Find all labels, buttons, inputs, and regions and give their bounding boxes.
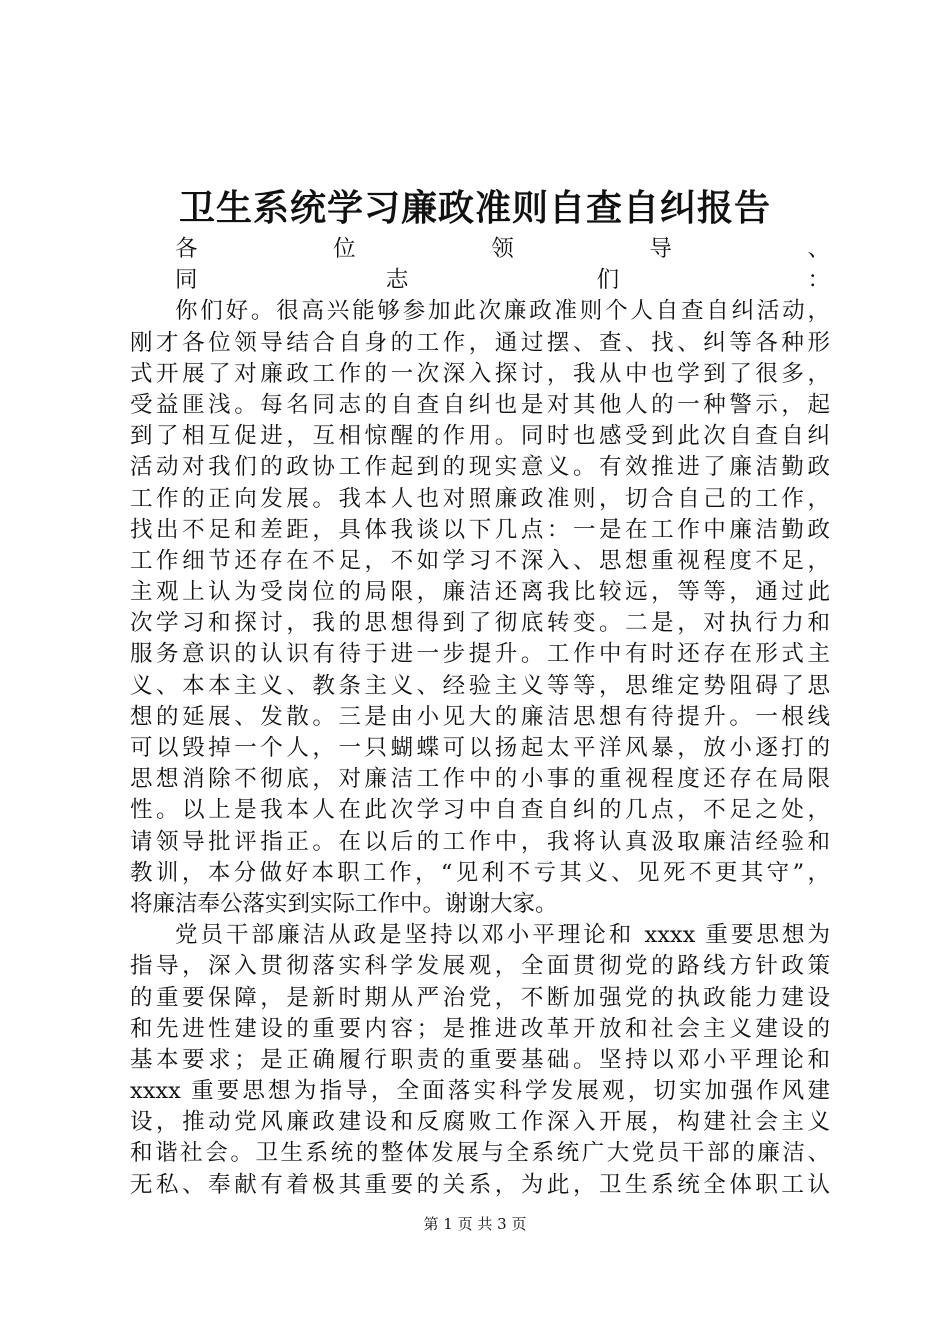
page-footer: 第 1 页 共 3 页 [423,1215,527,1233]
paragraph-line: 无私、奉献有着极其重要的关系，为此，卫生系统全体职工认 [130,1171,830,1198]
paragraph-line: 到了相互促进，互相惊醒的作用。同时也感受到此次自查自纠 [130,423,830,450]
paragraph-line: 你们好。很高兴能够参加此次廉政准则个人自查自纠活动， [175,298,830,325]
paragraph-line: 思想消除不彻底，对廉洁工作中的小事的重视程度还存在局限 [130,766,830,793]
paragraph-line: 党员干部廉洁从政是坚持以邓小平理论和 xxxx 重要思想为 [175,922,830,949]
paragraph-line: 工作细节还存在不足，不如学习不深入、思想重视程度不足， [130,547,830,574]
paragraph-line: 活动对我们的政协工作起到的现实意义。有效推进了廉洁勤政 [130,454,830,481]
document-title: 卫生系统学习廉政准则自查自纠报告 [178,187,771,229]
paragraph-line: 将廉洁奉公落实到实际工作中。谢谢大家。 [130,890,558,917]
paragraph-line: 找出不足和差距，具体我谈以下几点：一是在工作中廉洁勤政 [130,516,830,543]
paragraph-line: 教训，本分做好本职工作，“见利不亏其义、见死不更其守”， [130,859,830,886]
paragraph-line: 受益匪浅。每名同志的自查自纠也是对其他人的一种警示，起 [130,391,830,418]
paragraph-line: 各位领导、 [175,236,830,262]
paragraph-line: 式开展了对廉政工作的一次深入探讨，我从中也学到了很多， [130,360,830,387]
paragraph-line: 次学习和探讨，我的思想得到了彻底转变。二是，对执行力和 [130,610,830,637]
paragraph-line: 工作的正向发展。我本人也对照廉政准则，切合自己的工作， [130,485,830,512]
paragraph-line: 设，推动党风廉政建设和反腐败工作深入开展，构建社会主义 [130,1109,830,1136]
paragraph-line: 指导，深入贯彻落实科学发展观，全面贯彻党的路线方针政策 [130,953,830,980]
paragraph-line: xxxx 重要思想为指导，全面落实科学发展观，切实加强作风建 [130,1078,830,1105]
document-body [130,234,830,1201]
paragraph-line: 性。以上是我本人在此次学习中自查自纠的几点，不足之处， [130,797,830,824]
paragraph-line: 和谐社会。卫生系统的整体发展与全系统广大党员干部的廉洁、 [130,1140,830,1167]
paragraph-line: 想的延展、发散。三是由小见大的廉洁思想有待提升。一根线 [130,703,830,730]
paragraph-line: 和先进性建设的重要内容；是推进改革开放和社会主义建设的 [130,1015,830,1042]
paragraph-line: 基本要求；是正确履行职责的重要基础。坚持以邓小平理论和 [130,1046,830,1073]
paragraph-line: 义、本本主义、教条主义、经验主义等等，思维定势阻碍了思 [130,672,830,699]
paragraph-line: 服务意识的认识有待于进一步提升。工作中有时还存在形式主 [130,641,830,668]
paragraph-line: 同志们： [175,267,830,294]
paragraph-line: 请领导批评指正。在以后的工作中，我将认真汲取廉洁经验和 [130,828,830,855]
paragraph-line: 主观上认为受岗位的局限，廉洁还离我比较远，等等，通过此 [130,579,830,606]
paragraph-line: 的重要保障，是新时期从严治党，不断加强党的执政能力建设 [130,984,830,1011]
paragraph-line: 可以毁掉一个人，一只蝴蝶可以扬起太平洋风暴，放小逐打的 [130,735,830,761]
paragraph-line: 刚才各位领导结合自身的工作，通过摆、查、找、纠等各种形 [130,329,830,356]
